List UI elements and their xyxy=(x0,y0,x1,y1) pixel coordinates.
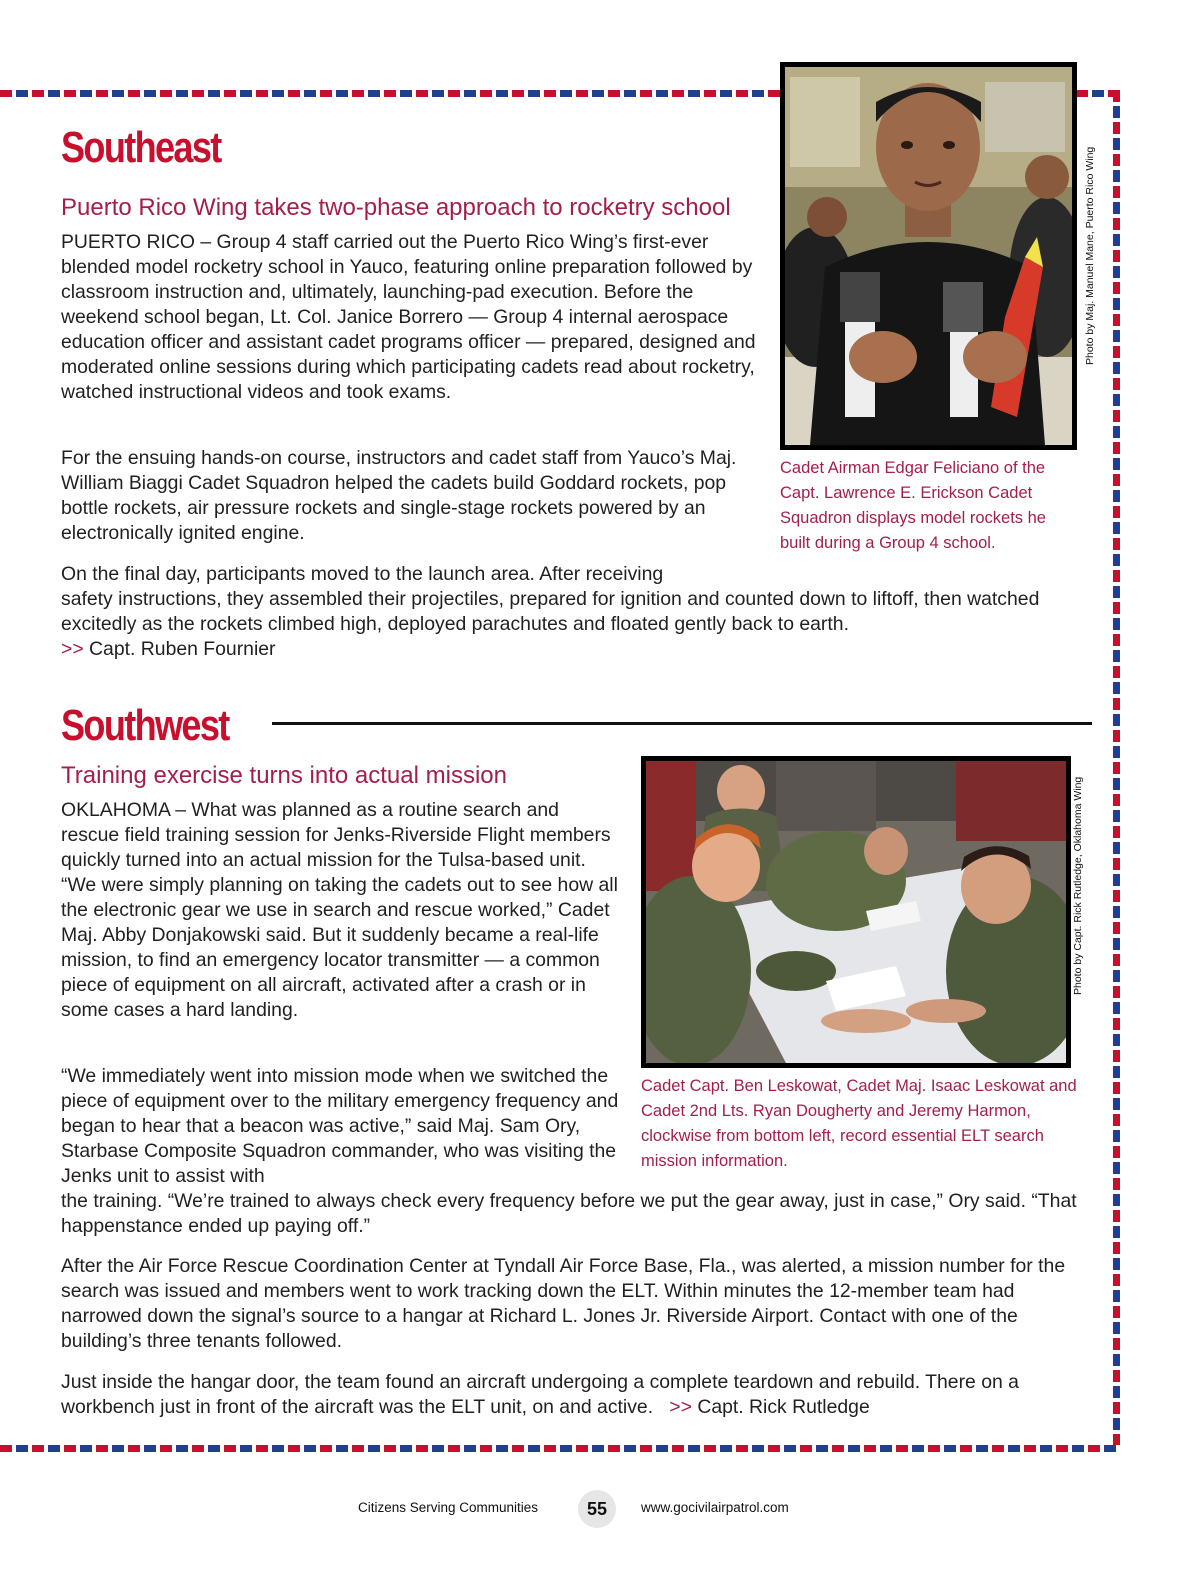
southeast-paragraph-3b-text: safety instructions, they assembled their projectiles, prepared for ignition and counted down to liftoff, then watched excitedly as the rockets climbed high, deployed parachutes and floated gently back to earth. xyxy=(61,588,1040,635)
byline-arrow-icon: >> xyxy=(669,1396,692,1418)
southwest-paragraph-3: After the Air Force Rescue Coordination Center at Tyndall Air Force Base, Fla., was alerted, a mission number for the search was issued and members went to work tracking down the ELT. Within minutes the 12-member team had narrowed down the signal’s source to a hangar at Richard L. Jones Jr. Riverside Airport. Contact with one of the building’s three tenants followed. xyxy=(61,1255,1066,1352)
southwest-paragraph-2a: “We immediately went into mission mode when we switched the piece of equipment over to the military emergency frequency and began to hear that a beacon was active,” said Maj. Sam Ory, Starbase Composite Squadron commander, who was visiting the Jenks unit to assist with xyxy=(61,1065,619,1187)
footer-website: www.gocivilairpatrol.com xyxy=(641,1500,789,1515)
southwest-paragraph-1: OKLAHOMA – What was planned as a routine search and rescue field training session for Jenks-Riverside Flight members quickly turned into an actual mission for the Tulsa-based unit. “We were simply planning on taking the cadets out to see how all the electronic gear we use in search and rescue worked,” Cadet Maj. Abby Donjakowski said. But it suddenly became a real-life mission, to find an emergency locator transmitter — a common piece of equipment on all aircraft, activated after a crash or in some cases a hard landing. xyxy=(61,799,618,1021)
southeast-paragraph-3b xyxy=(61,587,1061,662)
southeast-paragraph-3a: On the final day, participants moved to the launch area. After receiving xyxy=(61,563,664,585)
southwest-photo-credit: Photo by Capt. Rick Rutledge, Oklahoma Wing xyxy=(1072,776,1084,995)
southwest-photo-caption: Cadet Capt. Ben Leskowat, Cadet Maj. Isaac Leskowat and Cadet 2nd Lts. Ryan Dougherty and Jeremy Harmon, clockwise from bottom left, record essential ELT search mission information. xyxy=(641,1077,1077,1170)
southwest-title-rule xyxy=(272,722,1092,725)
bottom-border xyxy=(0,1445,1120,1452)
southeast-headline: Puerto Rico Wing takes two-phase approach to rocketry school xyxy=(61,194,731,221)
elt-training-illustration xyxy=(646,761,1066,1063)
southeast-paragraph-1: PUERTO RICO – Group 4 staff carried out the Puerto Rico Wing’s first-ever blended model rocketry school in Yauco, featuring online preparation followed by classroom instruction and, ultimately, launching-pad execution. Before the weekend school began, Lt. Col. Janice Borrero — Group 4 internal aerospace education officer and assistant cadet programs officer — prepared, designed and moderated online sessions during which participating cadets read about rocketry, watched instructional videos and took exams. xyxy=(61,231,756,403)
elt-training-photo xyxy=(641,756,1071,1068)
southeast-paragraph-2: For the ensuing hands-on course, instructors and cadet staff from Yauco’s Maj. William Biaggi Cadet Squadron helped the cadets build Goddard rockets, pop bottle rockets, air pressure rockets and single-stage rockets powered by an electronically ignited engine. xyxy=(61,447,737,544)
southwest-paragraph-4-text: Just inside the hangar door, the team found an aircraft undergoing a complete teardown and rebuild. There on a workbench just in front of the aircraft was the ELT unit, on and active. xyxy=(61,1371,1019,1418)
southwest-paragraph-2b: the training. “We’re trained to always check every frequency before we put the gear away, just in case,” Ory said. “That happenstance ended up paying off.” xyxy=(61,1190,1077,1237)
southeast-byline: Capt. Ruben Fournier xyxy=(89,638,276,660)
southeast-photo-caption: Cadet Airman Edgar Feliciano of the Capt. Lawrence E. Erickson Cadet Squadron displays model rockets he built during a Group 4 school. xyxy=(780,459,1046,552)
rocketry-cadet-photo xyxy=(780,62,1077,450)
byline-arrow-icon: >> xyxy=(61,638,84,660)
southwest-byline: Capt. Rick Rutledge xyxy=(697,1396,870,1418)
southeast-photo-credit: Photo by Maj. Manuel Mane, Puerto Rico Wing xyxy=(1084,146,1096,365)
southwest-paragraph-4 xyxy=(61,1370,1081,1420)
rocketry-cadet-illustration xyxy=(785,67,1072,445)
footer-tagline: Citizens Serving Communities xyxy=(358,1500,539,1515)
top-border-left xyxy=(0,90,780,97)
southeast-title: Southeast xyxy=(61,123,221,172)
southwest-title: Southwest xyxy=(61,701,229,750)
right-border xyxy=(1113,90,1120,1452)
page-number: 55 xyxy=(578,1490,616,1528)
southwest-headline: Training exercise turns into actual mission xyxy=(61,762,507,789)
